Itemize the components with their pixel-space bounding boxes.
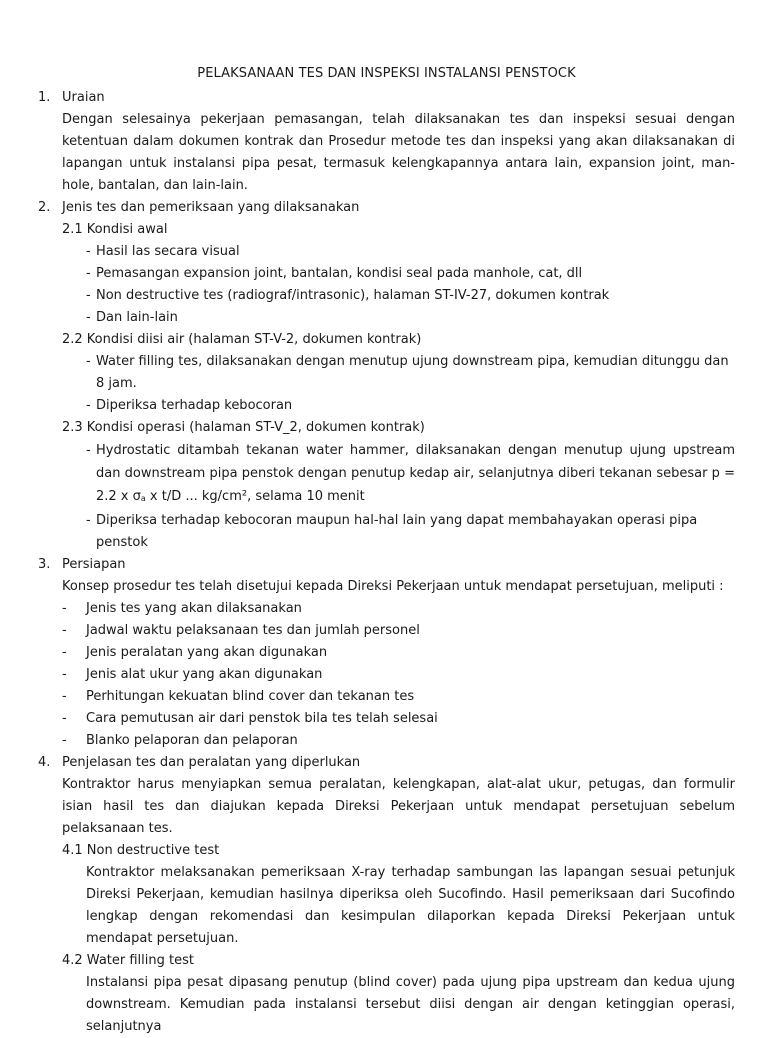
dash-bullet: - [62, 623, 67, 638]
subsection-2-3-heading: 2.3 Kondisi operasi (halaman ST-V_2, dokumen kontrak) [62, 420, 425, 435]
formula-subscript: a [140, 494, 146, 503]
list-item-text [96, 439, 735, 510]
list-item-text: Jenis tes yang akan dilaksanakan [86, 601, 302, 616]
dash-bullet: - [86, 398, 91, 413]
list-item [38, 263, 735, 285]
section-1-body: Dengan selesainya pekerjaan pemasangan, telah dilaksanakan tes dan inspeksi sesuai dengan ketentuan dalam dokumen kontrak dan Prosedur metode tes dan inspeksi yang akan dilaksanakan di lapangan untuk instalansi pipa pesat, termasuk kelengkapannya antara lain, expansion joint, man-hole, bantalan, dan lain-lain. [62, 112, 735, 193]
dash-bullet: - [62, 667, 67, 682]
section-3-heading [38, 554, 735, 576]
dash-bullet: - [86, 310, 91, 325]
dash-bullet: - [62, 689, 67, 704]
list-item-text: Dan lain-lain [96, 310, 178, 325]
list-item-text: Blanko pelaporan dan pelaporan [86, 733, 298, 748]
dash-bullet: - [62, 711, 67, 726]
list-item-text: Jadwal waktu pelaksanaan tes dan jumlah personel [86, 623, 420, 638]
subsection-4-1-heading: 4.1 Non destructive test [62, 843, 220, 858]
section-4-intro: Kontraktor harus menyiapkan semua peralatan, kelengkapan, alat-alat ukur, petugas, dan formulir isian hasil tes dan diajukan kepada Direksi Pekerjaan untuk mendapat persetujuan sebelum pelaksanaan tes. [62, 777, 735, 836]
subsection-4-1-body: Kontraktor melaksanakan pemeriksaan X-ray terhadap sambungan las lapangan sesuai petunjuk Direksi Pekerjaan, kemudian hasilnya diperiksa oleh Sucofindo. Hasil pemeriksaan dari Sucofindo lengkap dengan rekomendasi dan kesimpulan dilaporkan kepada Direksi Pekerjaan untuk mendapat persetujuan. [86, 865, 735, 946]
section-2-heading [38, 197, 735, 219]
section-1-heading [38, 87, 735, 109]
dash-bullet: - [62, 733, 67, 748]
subsection-2-1-heading: 2.1 Kondisi awal [62, 222, 168, 237]
dash-bullet: - [62, 601, 67, 616]
dash-bullet: - [86, 354, 91, 369]
list-item-text: Water filling tes, dilaksanakan dengan menutup ujung downstream pipa, kemudian ditunggu dan 8 jam. [96, 354, 729, 391]
list-item [38, 664, 735, 686]
section-3-intro: Konsep prosedur tes telah disetujui kepada Direksi Pekerjaan untuk mendapat persetujuan, meliputi : [62, 579, 724, 594]
list-item-text: Non destructive tes (radiograf/intrasonic), halaman ST-IV-27, dokumen kontrak [96, 288, 610, 303]
section-number: 3. [38, 557, 51, 572]
section-title: Jenis tes dan pemeriksaan yang dilaksanakan [62, 200, 360, 215]
list-item-text: Perhitungan kekuatan blind cover dan tekanan tes [86, 689, 415, 704]
section-number: 2. [38, 200, 51, 215]
subsection-4-2-heading: 4.2 Water filling test [62, 953, 194, 968]
formula-text: Hydrostatic ditambah tekanan water hammer, dilaksanakan dengan menutup ujung upstream dan downstream pipa penstok dengan penutup kedap air, selanjutnya diberi tekanan sebesar p = 2.2 x σ [96, 443, 735, 504]
list-item [38, 395, 735, 417]
section-title: Penjelasan tes dan peralatan yang diperlukan [62, 755, 361, 770]
list-item-text: Cara pemutusan air dari penstok bila tes telah selesai [86, 711, 438, 726]
list-item-text: Jenis peralatan yang akan digunakan [86, 645, 328, 660]
dash-bullet: - [86, 443, 91, 458]
list-item-text: Diperiksa terhadap kebocoran maupun hal-hal lain yang dapat membahayakan operasi pipa penstok [96, 513, 698, 550]
list-item-text: Diperiksa terhadap kebocoran [96, 398, 293, 413]
subsection-4-2-body: Instalansi pipa pesat dipasang penutup (blind cover) pada ujung pipa upstream dan kedua ujung downstream. Kemudian pada instalansi tersebut diisi dengan air dengan ketinggian operasi, selanjutnya [86, 975, 735, 1034]
list-item-text: Hasil las secara visual [96, 244, 240, 259]
list-item [38, 620, 735, 642]
section-title: Uraian [62, 90, 105, 105]
list-item [38, 439, 735, 510]
dash-bullet: - [86, 266, 91, 281]
list-item [38, 730, 735, 752]
subsection-2-2-heading: 2.2 Kondisi diisi air (halaman ST-V-2, dokumen kontrak) [62, 332, 422, 347]
list-item [38, 598, 735, 620]
list-item [38, 307, 735, 329]
section-number: 1. [38, 90, 51, 105]
formula-tail: x t/D ... kg/cm², selama 10 menit [145, 489, 365, 504]
list-item-text: Jenis alat ukur yang akan digunakan [86, 667, 323, 682]
list-item [38, 285, 735, 307]
dash-bullet: - [86, 288, 91, 303]
section-number: 4. [38, 755, 51, 770]
list-item-text: Pemasangan expansion joint, bantalan, kondisi seal pada manhole, cat, dll [96, 266, 583, 281]
document-title: PELAKSANAAN TES DAN INSPEKSI INSTALANSI PENSTOCK [197, 66, 576, 81]
list-item [38, 241, 735, 263]
section-4-heading [38, 752, 735, 774]
dash-bullet: - [62, 645, 67, 660]
list-item [38, 686, 735, 708]
section-title: Persiapan [62, 557, 126, 572]
list-item [38, 351, 735, 395]
dash-bullet: - [86, 513, 91, 528]
list-item [38, 642, 735, 664]
list-item [38, 708, 735, 730]
list-item [38, 510, 735, 554]
dash-bullet: - [86, 244, 91, 259]
